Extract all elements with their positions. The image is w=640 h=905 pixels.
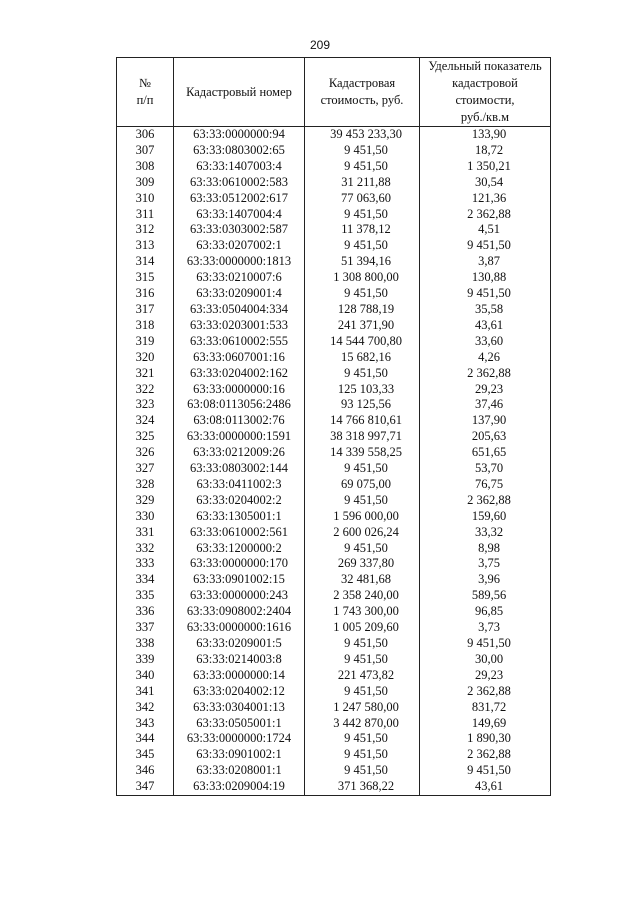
table-row [117, 382, 551, 398]
cell-row-number: 317 [117, 302, 174, 318]
table-row [117, 143, 551, 159]
cell-cadastral-value: 38 318 997,71 [305, 429, 420, 445]
cell-specific-index: 29,23 [420, 668, 551, 684]
cell-specific-index: 1 350,21 [420, 159, 551, 175]
cell-cadastral-number: 63:33:0000000:14 [174, 668, 305, 684]
table-row [117, 477, 551, 493]
cell-cadastral-number: 63:33:0901002:1 [174, 747, 305, 763]
cell-cadastral-value: 69 075,00 [305, 477, 420, 493]
cell-specific-index: 3,75 [420, 556, 551, 572]
table-row [117, 429, 551, 445]
cell-cadastral-value: 51 394,16 [305, 254, 420, 270]
table-row [117, 191, 551, 207]
cell-specific-index: 3,96 [420, 572, 551, 588]
cell-row-number: 335 [117, 588, 174, 604]
cell-cadastral-value: 14 544 700,80 [305, 334, 420, 350]
cell-row-number: 345 [117, 747, 174, 763]
cell-row-number: 339 [117, 652, 174, 668]
cell-row-number: 321 [117, 366, 174, 382]
cell-cadastral-value: 9 451,50 [305, 636, 420, 652]
cell-cadastral-value: 77 063,60 [305, 191, 420, 207]
cell-specific-index: 2 362,88 [420, 366, 551, 382]
cell-cadastral-value: 9 451,50 [305, 366, 420, 382]
cell-specific-index: 2 362,88 [420, 207, 551, 223]
cell-cadastral-value: 31 211,88 [305, 175, 420, 191]
cell-cadastral-number: 63:33:0901002:15 [174, 572, 305, 588]
cell-cadastral-value: 15 682,16 [305, 350, 420, 366]
cell-cadastral-value: 11 378,12 [305, 222, 420, 238]
cell-specific-index: 589,56 [420, 588, 551, 604]
cell-specific-index: 2 362,88 [420, 493, 551, 509]
cell-row-number: 323 [117, 397, 174, 413]
cell-cadastral-number: 63:33:1200000:2 [174, 541, 305, 557]
cell-cadastral-number: 63:33:0204002:12 [174, 684, 305, 700]
cell-row-number: 341 [117, 684, 174, 700]
cell-specific-index: 37,46 [420, 397, 551, 413]
cell-cadastral-value: 9 451,50 [305, 684, 420, 700]
cell-specific-index: 9 451,50 [420, 763, 551, 779]
cell-row-number: 330 [117, 509, 174, 525]
header-cadastral-number: Кадастровый номер [174, 58, 305, 127]
cell-specific-index: 76,75 [420, 477, 551, 493]
cell-row-number: 320 [117, 350, 174, 366]
cell-specific-index: 205,63 [420, 429, 551, 445]
cell-row-number: 332 [117, 541, 174, 557]
cell-cadastral-value: 9 451,50 [305, 763, 420, 779]
cell-cadastral-number: 63:08:0113056:2486 [174, 397, 305, 413]
cell-row-number: 318 [117, 318, 174, 334]
cell-cadastral-value: 39 453 233,30 [305, 127, 420, 143]
cell-cadastral-number: 63:33:0908002:2404 [174, 604, 305, 620]
table-row [117, 254, 551, 270]
cell-cadastral-number: 63:33:0204002:162 [174, 366, 305, 382]
cell-row-number: 338 [117, 636, 174, 652]
cell-cadastral-number: 63:33:0610002:555 [174, 334, 305, 350]
cell-row-number: 334 [117, 572, 174, 588]
cell-cadastral-value: 1 005 209,60 [305, 620, 420, 636]
cell-cadastral-number: 63:33:0000000:1724 [174, 731, 305, 747]
table-row [117, 763, 551, 779]
cell-specific-index: 33,60 [420, 334, 551, 350]
cell-cadastral-value: 9 451,50 [305, 159, 420, 175]
cell-cadastral-number: 63:33:0000000:1616 [174, 620, 305, 636]
cell-cadastral-value: 241 371,90 [305, 318, 420, 334]
cell-cadastral-number: 63:33:0803002:144 [174, 461, 305, 477]
table-row [117, 541, 551, 557]
cell-cadastral-value: 2 600 026,24 [305, 525, 420, 541]
cell-row-number: 328 [117, 477, 174, 493]
cell-specific-index: 149,69 [420, 716, 551, 732]
cell-specific-index: 133,90 [420, 127, 551, 143]
cell-specific-index: 35,58 [420, 302, 551, 318]
cell-row-number: 307 [117, 143, 174, 159]
cell-row-number: 313 [117, 238, 174, 254]
cell-specific-index: 43,61 [420, 779, 551, 795]
table-row [117, 445, 551, 461]
cell-cadastral-number: 63:33:0505001:1 [174, 716, 305, 732]
cell-specific-index: 96,85 [420, 604, 551, 620]
cell-specific-index: 9 451,50 [420, 238, 551, 254]
page-number: 209 [309, 38, 331, 52]
table-row [117, 525, 551, 541]
cell-row-number: 306 [117, 127, 174, 143]
cell-cadastral-number: 63:33:0610002:561 [174, 525, 305, 541]
table-row [117, 588, 551, 604]
cell-cadastral-number: 63:33:0610002:583 [174, 175, 305, 191]
cell-row-number: 315 [117, 270, 174, 286]
table-row [117, 366, 551, 382]
cell-cadastral-value: 9 451,50 [305, 541, 420, 557]
table-row [117, 716, 551, 732]
cell-cadastral-number: 63:08:0113002:76 [174, 413, 305, 429]
table-row [117, 238, 551, 254]
cell-row-number: 311 [117, 207, 174, 223]
cell-specific-index: 831,72 [420, 700, 551, 716]
cell-cadastral-value: 1 308 800,00 [305, 270, 420, 286]
cell-cadastral-value: 9 451,50 [305, 207, 420, 223]
cell-cadastral-value: 2 358 240,00 [305, 588, 420, 604]
table-row [117, 636, 551, 652]
header-row [117, 58, 551, 127]
cell-row-number: 312 [117, 222, 174, 238]
cell-row-number: 309 [117, 175, 174, 191]
cell-row-number: 325 [117, 429, 174, 445]
table-row [117, 684, 551, 700]
table-row [117, 350, 551, 366]
table-row [117, 652, 551, 668]
header-number: № п/п [117, 58, 174, 127]
table-row [117, 509, 551, 525]
cell-cadastral-number: 63:33:0203001:533 [174, 318, 305, 334]
cell-cadastral-value: 14 339 558,25 [305, 445, 420, 461]
cell-specific-index: 3,87 [420, 254, 551, 270]
cell-cadastral-number: 63:33:0209004:19 [174, 779, 305, 795]
cell-row-number: 344 [117, 731, 174, 747]
cell-specific-index: 130,88 [420, 270, 551, 286]
cell-row-number: 327 [117, 461, 174, 477]
cell-cadastral-number: 63:33:0210007:6 [174, 270, 305, 286]
cell-cadastral-value: 9 451,50 [305, 747, 420, 763]
cell-row-number: 340 [117, 668, 174, 684]
cell-cadastral-number: 63:33:0000000:1591 [174, 429, 305, 445]
table-row [117, 747, 551, 763]
cell-cadastral-value: 32 481,68 [305, 572, 420, 588]
cell-specific-index: 4,26 [420, 350, 551, 366]
table-row [117, 159, 551, 175]
cell-cadastral-value: 371 368,22 [305, 779, 420, 795]
table-row [117, 556, 551, 572]
table-row [117, 302, 551, 318]
table-header [117, 58, 551, 127]
cell-cadastral-value: 93 125,56 [305, 397, 420, 413]
cell-cadastral-number: 63:33:0000000:1813 [174, 254, 305, 270]
table-row [117, 286, 551, 302]
cell-cadastral-number: 63:33:0000000:243 [174, 588, 305, 604]
cell-cadastral-value: 9 451,50 [305, 238, 420, 254]
cadastral-value-table [116, 57, 551, 796]
cell-specific-index: 53,70 [420, 461, 551, 477]
cell-cadastral-value: 9 451,50 [305, 143, 420, 159]
cell-specific-index: 33,32 [420, 525, 551, 541]
cell-row-number: 336 [117, 604, 174, 620]
table-row [117, 461, 551, 477]
cell-cadastral-value: 9 451,50 [305, 493, 420, 509]
cell-specific-index: 651,65 [420, 445, 551, 461]
table-row [117, 270, 551, 286]
table-row [117, 334, 551, 350]
cell-row-number: 333 [117, 556, 174, 572]
cell-row-number: 308 [117, 159, 174, 175]
cell-specific-index: 1 890,30 [420, 731, 551, 747]
cell-cadastral-number: 63:33:1305001:1 [174, 509, 305, 525]
table-row [117, 222, 551, 238]
cell-cadastral-number: 63:33:0204002:2 [174, 493, 305, 509]
header-specific-index: Удельный показатель кадастровой стоимости, руб./кв.м [420, 58, 551, 127]
table-row [117, 700, 551, 716]
cell-cadastral-number: 63:33:0000000:170 [174, 556, 305, 572]
cell-row-number: 329 [117, 493, 174, 509]
cell-cadastral-number: 63:33:0304001:13 [174, 700, 305, 716]
cell-cadastral-number: 63:33:0504004:334 [174, 302, 305, 318]
cell-cadastral-number: 63:33:0207002:1 [174, 238, 305, 254]
cell-specific-index: 9 451,50 [420, 636, 551, 652]
cell-cadastral-number: 63:33:0803002:65 [174, 143, 305, 159]
cell-specific-index: 18,72 [420, 143, 551, 159]
cell-specific-index: 30,54 [420, 175, 551, 191]
cell-cadastral-value: 9 451,50 [305, 652, 420, 668]
cell-cadastral-value: 125 103,33 [305, 382, 420, 398]
cell-specific-index: 2 362,88 [420, 747, 551, 763]
cell-cadastral-number: 63:33:1407004:4 [174, 207, 305, 223]
cell-row-number: 346 [117, 763, 174, 779]
cell-row-number: 337 [117, 620, 174, 636]
cell-cadastral-number: 63:33:0607001:16 [174, 350, 305, 366]
cell-specific-index: 9 451,50 [420, 286, 551, 302]
cell-cadastral-value: 1 596 000,00 [305, 509, 420, 525]
cell-cadastral-value: 3 442 870,00 [305, 716, 420, 732]
table-row [117, 413, 551, 429]
cell-row-number: 347 [117, 779, 174, 795]
table-row [117, 572, 551, 588]
cell-cadastral-number: 63:33:0209001:4 [174, 286, 305, 302]
cell-row-number: 319 [117, 334, 174, 350]
cell-row-number: 310 [117, 191, 174, 207]
cell-cadastral-number: 63:33:0000000:94 [174, 127, 305, 143]
table-row [117, 207, 551, 223]
cell-row-number: 326 [117, 445, 174, 461]
cell-cadastral-value: 9 451,50 [305, 286, 420, 302]
header-cadastral-value: Кадастровая стоимость, руб. [305, 58, 420, 127]
table-row [117, 175, 551, 191]
cell-cadastral-value: 1 247 580,00 [305, 700, 420, 716]
cell-specific-index: 159,60 [420, 509, 551, 525]
cell-cadastral-value: 14 766 810,61 [305, 413, 420, 429]
cell-cadastral-number: 63:33:0411002:3 [174, 477, 305, 493]
table-row [117, 318, 551, 334]
table-row [117, 604, 551, 620]
cell-specific-index: 29,23 [420, 382, 551, 398]
table-row [117, 620, 551, 636]
cell-cadastral-value: 1 743 300,00 [305, 604, 420, 620]
cell-cadastral-number: 63:33:0208001:1 [174, 763, 305, 779]
cell-cadastral-value: 128 788,19 [305, 302, 420, 318]
cell-cadastral-number: 63:33:0512002:617 [174, 191, 305, 207]
table-row [117, 731, 551, 747]
cell-specific-index: 137,90 [420, 413, 551, 429]
cell-row-number: 331 [117, 525, 174, 541]
table-row [117, 779, 551, 795]
table-row [117, 127, 551, 143]
cell-row-number: 316 [117, 286, 174, 302]
cell-cadastral-value: 9 451,50 [305, 731, 420, 747]
cell-specific-index: 4,51 [420, 222, 551, 238]
cell-cadastral-number: 63:33:0303002:587 [174, 222, 305, 238]
cell-cadastral-value: 269 337,80 [305, 556, 420, 572]
cell-row-number: 314 [117, 254, 174, 270]
cell-specific-index: 30,00 [420, 652, 551, 668]
table-row [117, 493, 551, 509]
cell-row-number: 343 [117, 716, 174, 732]
cell-cadastral-number: 63:33:0209001:5 [174, 636, 305, 652]
cell-cadastral-number: 63:33:0000000:16 [174, 382, 305, 398]
cell-cadastral-number: 63:33:0212009:26 [174, 445, 305, 461]
table-body [117, 127, 551, 796]
cell-specific-index: 8,98 [420, 541, 551, 557]
cell-specific-index: 2 362,88 [420, 684, 551, 700]
cell-cadastral-number: 63:33:1407003:4 [174, 159, 305, 175]
cell-specific-index: 43,61 [420, 318, 551, 334]
cell-row-number: 342 [117, 700, 174, 716]
cell-cadastral-value: 221 473,82 [305, 668, 420, 684]
cell-cadastral-number: 63:33:0214003:8 [174, 652, 305, 668]
cell-specific-index: 3,73 [420, 620, 551, 636]
cell-specific-index: 121,36 [420, 191, 551, 207]
cell-cadastral-value: 9 451,50 [305, 461, 420, 477]
table-row [117, 668, 551, 684]
table-row [117, 397, 551, 413]
cell-row-number: 324 [117, 413, 174, 429]
cell-row-number: 322 [117, 382, 174, 398]
